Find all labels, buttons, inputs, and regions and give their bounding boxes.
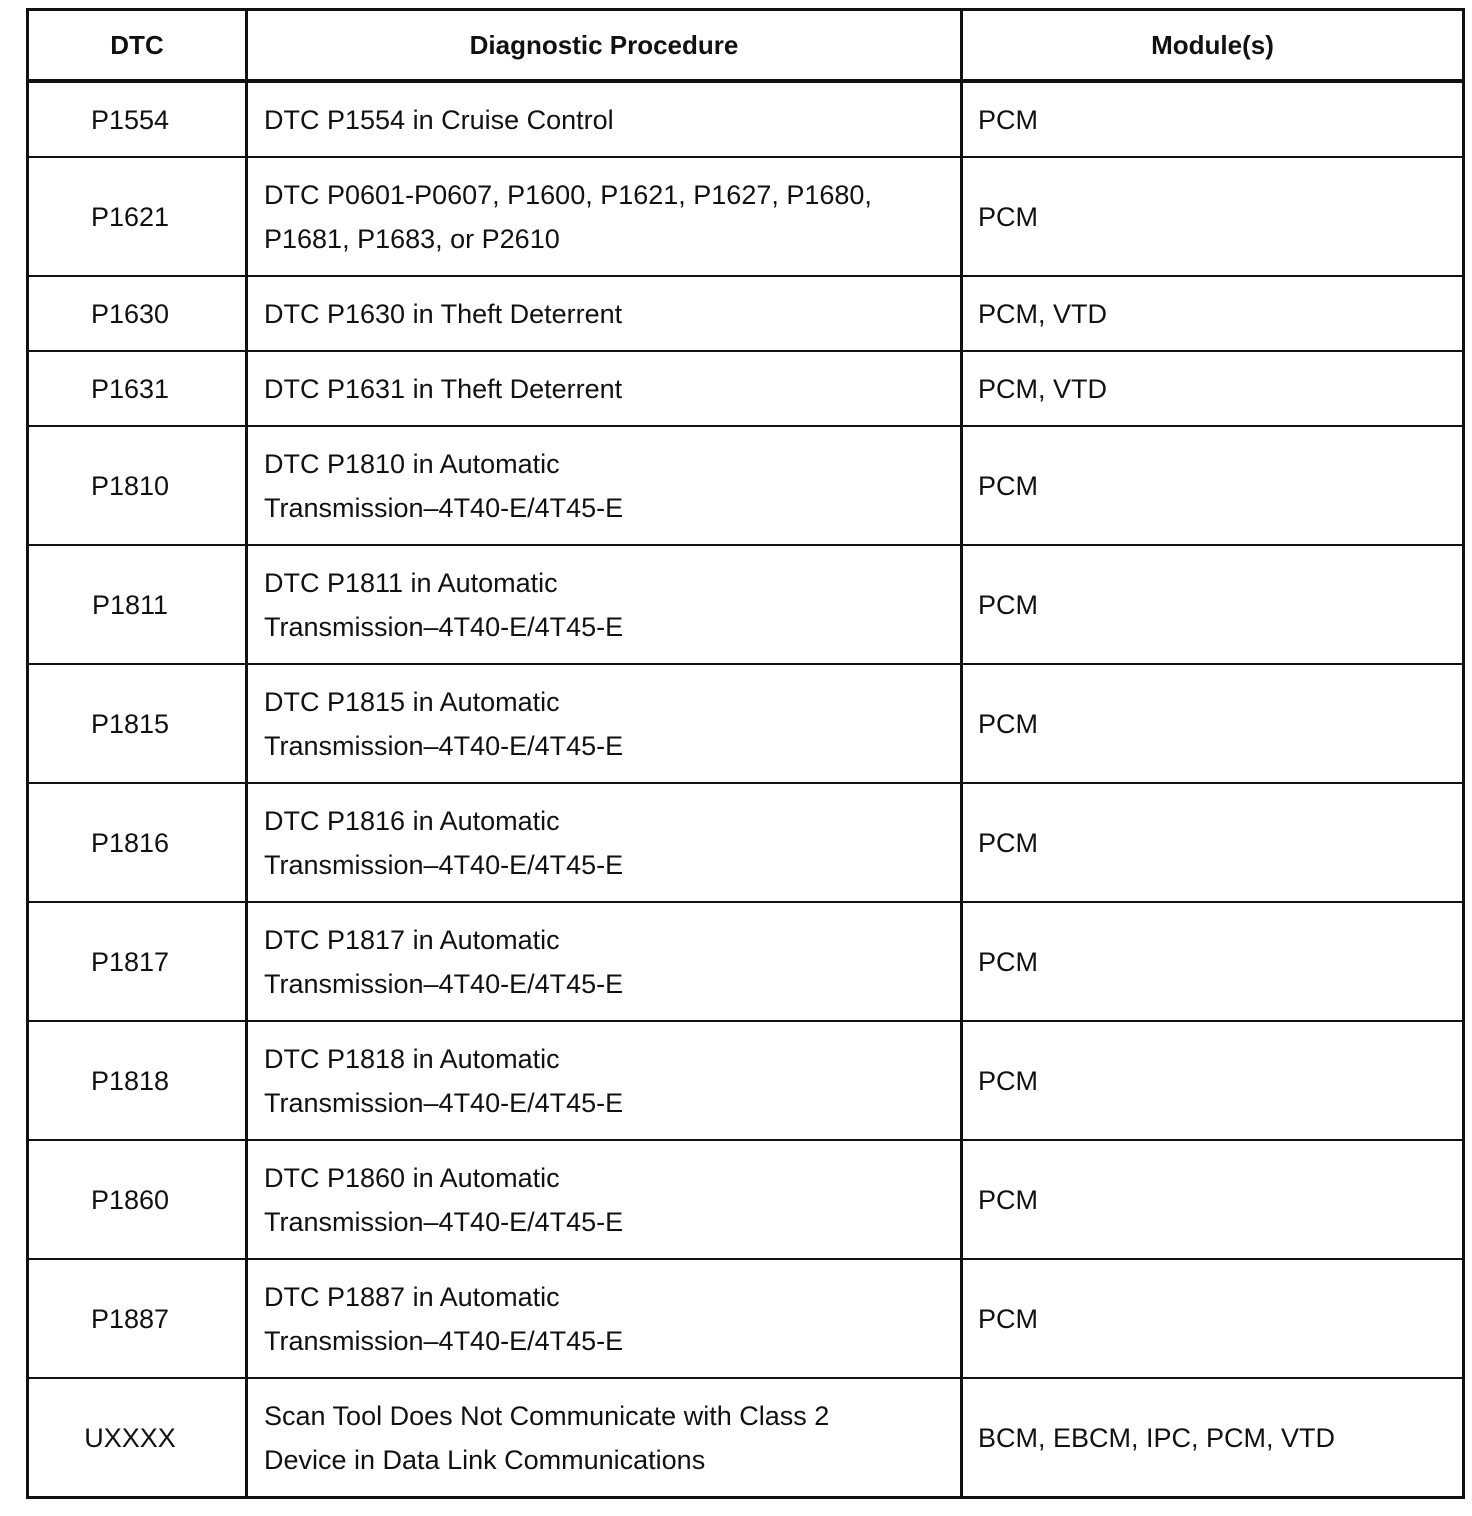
- modules-cell: PCM: [962, 426, 1464, 545]
- procedure-line: DTC P1887 in Automatic: [264, 1281, 560, 1312]
- table-row: [28, 351, 1464, 426]
- diagnostic-procedure-cell: [247, 351, 962, 426]
- diagnostic-procedure-cell: [247, 1021, 962, 1140]
- diagnostic-procedure-cell: [247, 664, 962, 783]
- header-row: [28, 10, 1464, 82]
- procedure-line: Transmission–4T40-E/4T45-E: [264, 1206, 624, 1237]
- procedure-line: Transmission–4T40-E/4T45-E: [264, 730, 624, 761]
- table-row: [28, 276, 1464, 351]
- modules-cell: PCM: [962, 1021, 1464, 1140]
- dtc-code-cell: UXXXX: [28, 1378, 247, 1498]
- procedure-line: Scan Tool Does Not Communicate with Class 2: [264, 1400, 830, 1431]
- procedure-line: DTC P1810 in Automatic: [264, 448, 560, 479]
- procedure-line: DTC P1816 in Automatic: [264, 805, 560, 836]
- dtc-code-cell: P1815: [28, 664, 247, 783]
- table-row: [28, 545, 1464, 664]
- dtc-code-cell: P1817: [28, 902, 247, 1021]
- modules-cell: PCM: [962, 81, 1464, 157]
- procedure-line: DTC P1811 in Automatic: [264, 567, 558, 598]
- diagnostic-procedure-cell: [247, 81, 962, 157]
- procedure-line: Transmission–4T40-E/4T45-E: [264, 849, 624, 880]
- modules-cell: PCM: [962, 1140, 1464, 1259]
- table-header: [28, 10, 1464, 82]
- dtc-code-cell: P1631: [28, 351, 247, 426]
- table-row: [28, 426, 1464, 545]
- diagnostic-procedure-cell: [247, 1140, 962, 1259]
- table-row: [28, 1259, 1464, 1378]
- diagnostic-procedure-cell: [247, 783, 962, 902]
- dtc-code-cell: P1554: [28, 81, 247, 157]
- modules-cell: PCM: [962, 783, 1464, 902]
- table-body: [28, 81, 1464, 1498]
- modules-cell: PCM: [962, 157, 1464, 276]
- dtc-code-cell: P1621: [28, 157, 247, 276]
- table-row: [28, 664, 1464, 783]
- column-header-procedure: Diagnostic Procedure: [247, 10, 962, 82]
- dtc-code-cell: P1887: [28, 1259, 247, 1378]
- dtc-code-cell: P1630: [28, 276, 247, 351]
- modules-cell: PCM, VTD: [962, 276, 1464, 351]
- modules-cell: BCM, EBCM, IPC, PCM, VTD: [962, 1378, 1464, 1498]
- modules-cell: PCM: [962, 902, 1464, 1021]
- procedure-line: DTC P1860 in Automatic: [264, 1162, 560, 1193]
- table-row: [28, 1021, 1464, 1140]
- dtc-code-cell: P1816: [28, 783, 247, 902]
- procedure-line: DTC P1817 in Automatic: [264, 924, 560, 955]
- procedure-line: Device in Data Link Communications: [264, 1444, 706, 1475]
- procedure-line: DTC P1815 in Automatic: [264, 686, 560, 717]
- modules-cell: PCM, VTD: [962, 351, 1464, 426]
- procedure-line: DTC P1554 in Cruise Control: [264, 104, 614, 135]
- column-header-dtc: DTC: [28, 10, 247, 82]
- procedure-line: Transmission–4T40-E/4T45-E: [264, 492, 624, 523]
- table-row: [28, 1378, 1464, 1498]
- dtc-code-cell: P1860: [28, 1140, 247, 1259]
- dtc-table: [26, 8, 1465, 1499]
- procedure-line: P1681, P1683, or P2610: [264, 223, 560, 254]
- table-row: [28, 1140, 1464, 1259]
- diagnostic-procedure-cell: [247, 545, 962, 664]
- modules-cell: PCM: [962, 545, 1464, 664]
- diagnostic-procedure-cell: [247, 1378, 962, 1498]
- modules-cell: PCM: [962, 664, 1464, 783]
- table-row: [28, 157, 1464, 276]
- procedure-line: DTC P1630 in Theft Deterrent: [264, 298, 623, 329]
- column-header-modules: Module(s): [962, 10, 1464, 82]
- diagnostic-procedure-cell: [247, 902, 962, 1021]
- table-row: [28, 783, 1464, 902]
- table-row: [28, 81, 1464, 157]
- diagnostic-procedure-cell: [247, 276, 962, 351]
- modules-cell: PCM: [962, 1259, 1464, 1378]
- procedure-line: DTC P1818 in Automatic: [264, 1043, 560, 1074]
- procedure-line: Transmission–4T40-E/4T45-E: [264, 1325, 624, 1356]
- procedure-line: DTC P0601-P0607, P1600, P1621, P1627, P1680,: [264, 179, 872, 210]
- dtc-code-cell: P1810: [28, 426, 247, 545]
- dtc-code-cell: P1811: [28, 545, 247, 664]
- procedure-line: Transmission–4T40-E/4T45-E: [264, 968, 624, 999]
- diagnostic-procedure-cell: [247, 426, 962, 545]
- procedure-line: DTC P1631 in Theft Deterrent: [264, 373, 623, 404]
- table-row: [28, 902, 1464, 1021]
- procedure-line: Transmission–4T40-E/4T45-E: [264, 1087, 624, 1118]
- diagnostic-procedure-cell: [247, 1259, 962, 1378]
- procedure-line: Transmission–4T40-E/4T45-E: [264, 611, 624, 642]
- diagnostic-procedure-cell: [247, 157, 962, 276]
- dtc-code-cell: P1818: [28, 1021, 247, 1140]
